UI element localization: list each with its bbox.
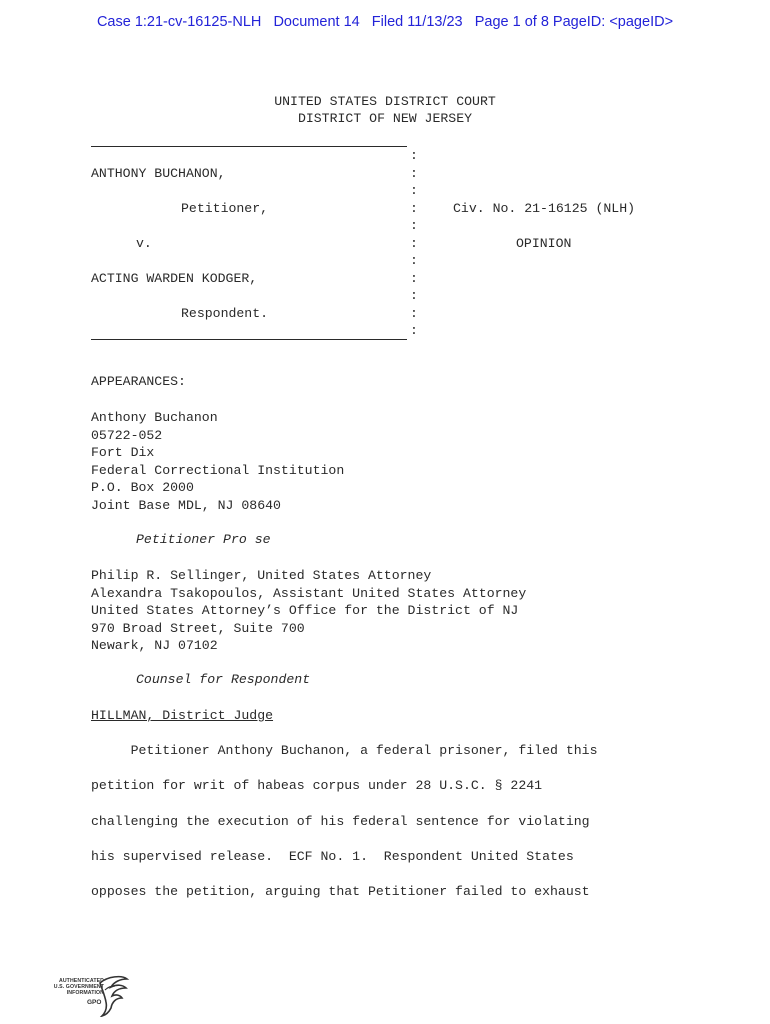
address-line: Anthony Buchanon (91, 410, 218, 425)
body-line: petition for writ of habeas corpus under 28 U.S.C. § 2241 (91, 778, 543, 793)
seal-text (44, 978, 104, 996)
address-line: Joint Base MDL, NJ 08640 (91, 497, 281, 513)
address-line: Newark, NJ 07102 (91, 638, 218, 653)
gpo-mark: GPO (87, 999, 102, 1006)
respondent-role: Respondent. (181, 306, 269, 321)
appearances-heading: APPEARANCES: (91, 374, 186, 389)
body-line: challenging the execution of his federal sentence for violating (91, 814, 590, 829)
civil-number: Civ. No. 21-16125 (NLH) (453, 201, 636, 216)
petitioner-label: Petitioner Pro se (136, 532, 271, 547)
address-line: Fort Dix (91, 445, 155, 460)
respondent-label: Counsel for Respondent (136, 672, 311, 687)
address-line: Alexandra Tsakopoulos, Assistant United States Attorney (91, 585, 527, 601)
caption-colon: : (410, 166, 418, 181)
seal-line: INFORMATION (66, 990, 104, 996)
court-district: DISTRICT OF NEW JERSEY (297, 111, 473, 126)
document-number: Document 14 (273, 14, 360, 30)
case-header (0, 14, 770, 30)
caption-colon: : (410, 253, 418, 268)
document-type: OPINION (516, 236, 572, 251)
address-line: Philip R. Sellinger, United States Attorney (91, 568, 432, 583)
versus: v. (136, 236, 152, 251)
petitioner-role: Petitioner, (181, 201, 269, 216)
caption-colon: : (410, 306, 418, 321)
body-line: Petitioner Anthony Buchanon, a federal prisoner, filed this (91, 743, 598, 758)
case-number: Case 1:21-cv-16125-NLH (96, 14, 262, 30)
address-line: United States Attorney’s Office for the District of NJ (91, 603, 519, 618)
petitioner-name: ANTHONY BUCHANON, (91, 166, 226, 181)
address-line: 970 Broad Street, Suite 700 (91, 620, 305, 636)
judge-heading: HILLMAN, District Judge (91, 708, 274, 723)
body-line: his supervised release. ECF No. 1. Respondent United States (91, 849, 574, 864)
caption-colon: : (410, 271, 418, 286)
caption-top-rule (91, 146, 407, 147)
caption-colon: : (410, 201, 418, 216)
respondent-name: ACTING WARDEN KODGER, (91, 271, 258, 286)
respondent-counsel-block (91, 567, 526, 655)
filed-date: Filed 11/13/23 (371, 14, 463, 30)
page-info: Page 1 of 8 PageID: <pageID> (474, 14, 674, 30)
address-line: Federal Correctional Institution (91, 462, 345, 478)
caption-colon: : (410, 183, 418, 198)
eagle-icon (96, 975, 130, 1017)
caption-colon: : (410, 288, 418, 303)
body-line: opposes the petition, arguing that Petitioner failed to exhaust (91, 884, 590, 899)
court-name: UNITED STATES DISTRICT COURT (274, 94, 496, 109)
address-line: 05722-052 (91, 427, 163, 443)
caption-bottom-rule (91, 339, 407, 340)
address-line: P.O. Box 2000 (91, 480, 194, 495)
gpo-authentication-seal (44, 975, 128, 1017)
caption-colon: : (410, 148, 418, 163)
petitioner-address-block (91, 409, 344, 514)
caption-colon: : (410, 323, 418, 338)
caption-colon: : (410, 236, 418, 251)
caption-colon: : (410, 218, 418, 233)
seal-line: U.S. GOVERNMENT (53, 984, 104, 990)
seal-line: AUTHENTICATED (58, 978, 104, 984)
